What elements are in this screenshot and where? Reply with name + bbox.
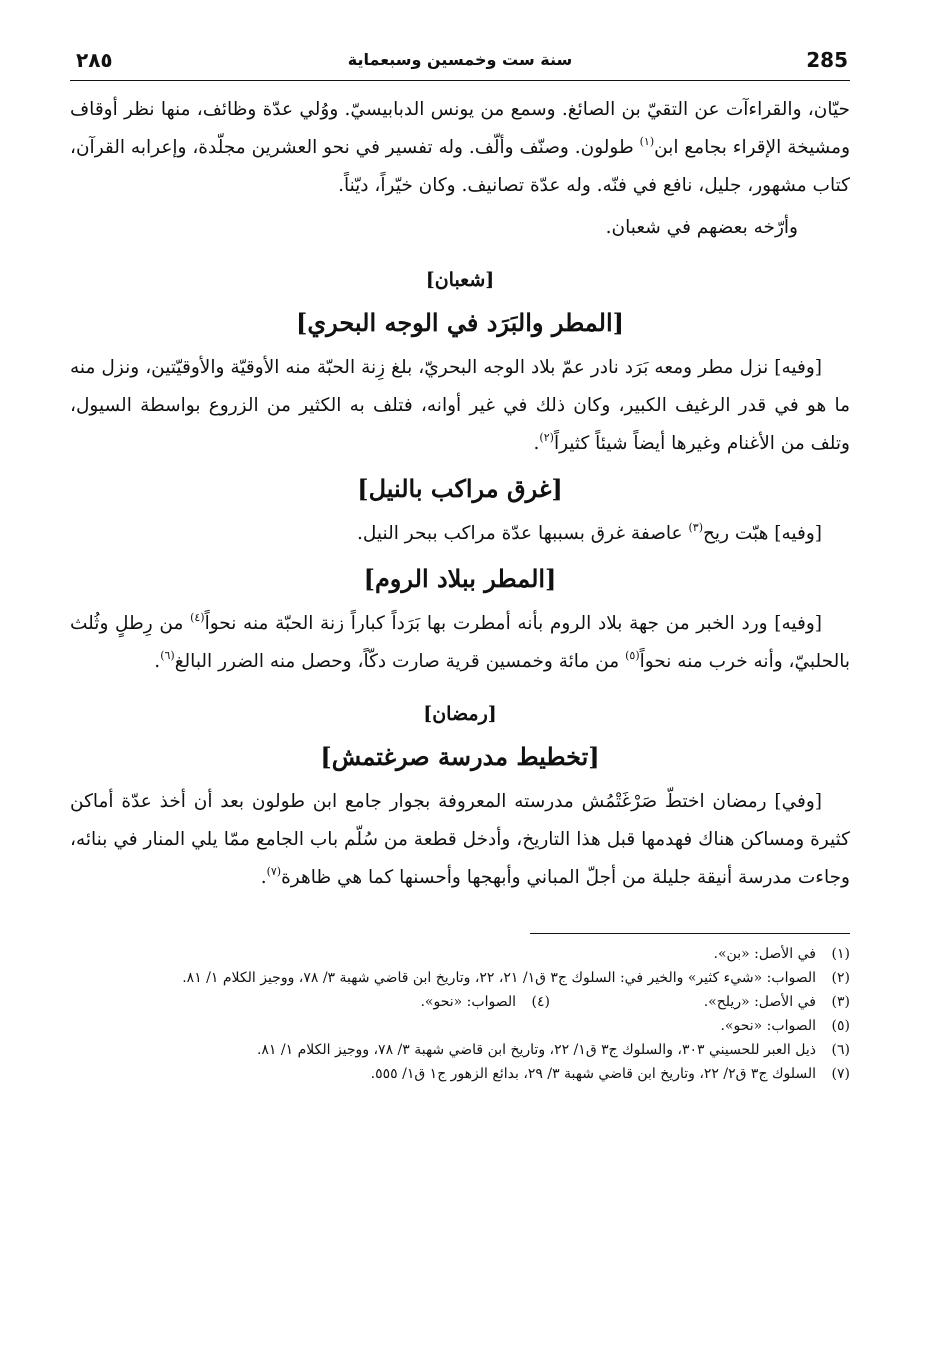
page-number-latin: 285 xyxy=(806,48,848,72)
footnote-2 xyxy=(70,966,850,990)
footnote-number: (٥) xyxy=(831,1018,850,1034)
section-heading-madrasa: [تخطيط مدرسة صرغتمش] xyxy=(320,742,600,771)
paragraph-madrasa xyxy=(70,783,850,897)
running-title: سنة ست وخمسين وسبعماية xyxy=(347,50,573,69)
footnote-6 xyxy=(70,1038,850,1062)
footnote-number: (٤) xyxy=(531,994,550,1010)
paragraph-rain-hail xyxy=(70,349,850,463)
footnote-number: (٣) xyxy=(831,994,850,1010)
text-run: [وفي] رمضان اختطّ صَرْغَتْمُش مدرسته المعروفة بجوار جامع ابن طولون بعد أن أخذ عدّة أماكن كثيرة ومساكن هناك فهدمها قبل هذا التاريخ، وأدخل قطعة من سُلّم باب الجامع ممّا يلي المنار في بنائه، وجاءت مدرسة أنيقة جليلة من أجلّ المباني وأبهجها وأحسنها كما هي ظاهرة xyxy=(70,791,850,888)
paragraph-ships xyxy=(70,515,850,553)
text-run: . xyxy=(154,651,161,672)
footnotes xyxy=(70,942,850,1086)
footnote-ref-5: (٥) xyxy=(625,649,640,662)
footnote-ref-6: (٦) xyxy=(160,649,175,662)
text-run: [وفيه] هبّت ريح xyxy=(702,523,822,544)
text-run: طولون. وصنّف وألّف. وله تفسير في نحو العشرين مجلّدة، وإعرابه القرآن، كتاب مشهور، جليل، نافع في فنّه. وله عدّة تصانيف. وكان خيّراً، ديّناً. xyxy=(70,137,850,196)
text-run: عاصفة غرق بسببها عدّة مراكب ببحر النيل. xyxy=(357,523,689,544)
footnote-ref-2: (٢) xyxy=(539,431,554,444)
footnote-text: الصواب: «نحو». xyxy=(720,1018,816,1034)
footnote-ref-1: (١) xyxy=(639,135,655,148)
footnote-7 xyxy=(70,1062,850,1086)
main-text xyxy=(70,91,850,897)
footnote-ref-7: (٧) xyxy=(266,865,282,878)
footnote-text: في الأصل: «ريلح». xyxy=(703,994,816,1010)
footnote-text: ذيل العبر للحسيني ٣٠٣، والسلوك ج٣ ق١/ ٢٢، وتاريخ ابن قاضي شهبة ٣/ ٧٨، ووجيز الكلام ١/ ٨١. xyxy=(256,1042,816,1058)
footnote-separator xyxy=(530,933,850,934)
paragraph-date-note: وأرّخه بعضهم في شعبان. xyxy=(605,217,798,238)
footnote-1 xyxy=(70,942,850,966)
footnote-5 xyxy=(70,1014,850,1038)
text-run: [وفيه] ورد الخبر من جهة بلاد الروم بأنه أمطرت بها بَرَداً كباراً زنة الحبّة منه نحواً xyxy=(204,613,822,634)
footnote-text: في الأصل: «بن». xyxy=(713,946,816,962)
footnote-3 xyxy=(550,990,850,1014)
section-heading-rain-hail: [المطر والبَرَد في الوجه البحري] xyxy=(296,308,624,337)
footnote-number: (١) xyxy=(831,946,850,962)
footnote-number: (٦) xyxy=(831,1042,850,1058)
text-run: . xyxy=(533,433,540,454)
text-run: [وفيه] نزل مطر ومعه بَرَد نادر عمّ بلاد الوجه البحريّ، بلغ زِنة الحبّة منه الأوقيّة والأوقيّتين، ونزل منه ما هو في قدر الرغيف الكبير، وكان ذلك في غير أوانه، فتلف به الكثير من الزروع بواسطة السيول، وتلف من الأغنام وغيرها أيضاً شيئاً كثيراً xyxy=(70,357,850,454)
text-run: من مائة وخمسين قرية صارت دكّاً، وحصل منه الضرر البالغ xyxy=(174,651,626,672)
text-run: حيّان، والقراءآت عن التقيّ بن الصائغ. وسمع من يونس الدبابيسيّ. ووُلي عدّة وظائف، منها نظر أوقاف ومشيخة الإقراء بجامع ابن xyxy=(70,99,850,158)
footnote-number: (٢) xyxy=(831,970,850,986)
footnote-text: السلوك ج٣ ق٢/ ٢٢، وتاريخ ابن قاضي شهبة ٣/ ٢٩، بدائع الزهور ج١ ق١/ ٥٥٥. xyxy=(370,1066,816,1082)
running-head xyxy=(70,40,850,81)
section-heading-rum: [المطر ببلاد الروم] xyxy=(363,564,557,593)
footnote-row-3-4 xyxy=(70,990,850,1014)
month-heading-ramadan: [رمضان] xyxy=(423,703,497,725)
footnote-4 xyxy=(250,990,550,1014)
page-number-arabic: ٢٨٥ xyxy=(76,48,113,72)
text-run: . xyxy=(260,867,267,888)
section-heading-ships: [غرق مراكب بالنيل] xyxy=(357,474,563,503)
book-page xyxy=(70,40,850,1330)
month-heading-shaban: [شعبان] xyxy=(425,269,495,291)
footnote-ref-3: (٣) xyxy=(688,521,703,534)
footnote-ref-4: (٤) xyxy=(190,611,205,624)
footnote-number: (٧) xyxy=(831,1066,850,1082)
footnote-text: الصواب: «نحو». xyxy=(420,994,516,1010)
text-run: من رِطلٍ وثُلث بالحلبيّ، وأنه خرب منه نحواً xyxy=(70,613,850,672)
paragraph-rum xyxy=(70,605,850,681)
paragraph-intro xyxy=(70,91,850,205)
footnote-text: الصواب: «شيء كثير» والخير في: السلوك ج٣ ق١/ ٢١، ٢٢، وتاريخ ابن قاضي شهبة ٣/ ٧٨، ووجيز الكلام ١/ ٨١. xyxy=(182,970,816,986)
